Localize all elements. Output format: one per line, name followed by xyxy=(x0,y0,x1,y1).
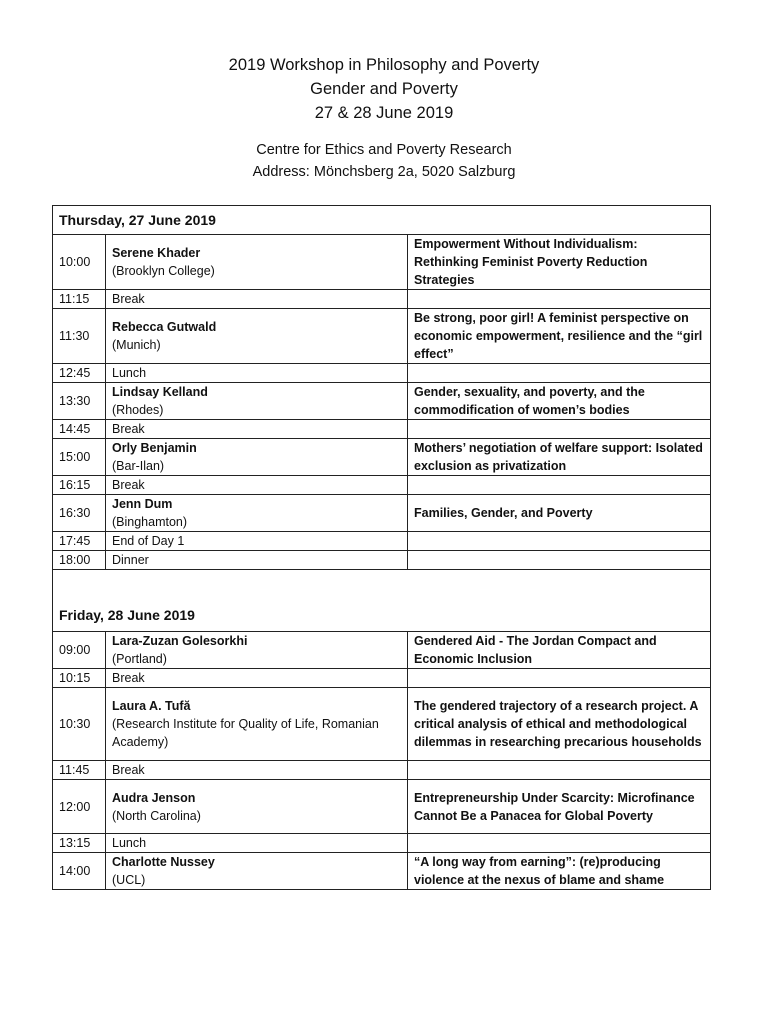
time-cell: 16:15 xyxy=(53,476,106,495)
time-cell: 15:00 xyxy=(53,439,106,476)
table-row xyxy=(53,309,711,364)
speaker-cell xyxy=(106,439,408,476)
talk-title: “A long way from earning”: (re)producing violence at the nexus of blame and shame xyxy=(408,853,711,890)
time-cell: 13:30 xyxy=(53,383,106,420)
table-row xyxy=(53,632,711,669)
speaker-affiliation: (Munich) xyxy=(112,338,161,352)
time-cell: 17:45 xyxy=(53,532,106,551)
venue-block xyxy=(0,139,768,183)
time-cell: 10:15 xyxy=(53,669,106,688)
speaker-affiliation: (Binghamton) xyxy=(112,515,188,529)
day-header-friday xyxy=(53,570,711,632)
time-cell: 14:00 xyxy=(53,853,106,890)
time-cell: 11:30 xyxy=(53,309,106,364)
venue-name: Centre for Ethics and Poverty Research xyxy=(256,142,512,158)
speaker-cell xyxy=(106,309,408,364)
empty-cell xyxy=(408,290,711,309)
workshop-dates: 27 & 28 June 2019 xyxy=(314,104,454,122)
empty-cell xyxy=(408,532,711,551)
table-row xyxy=(53,551,711,570)
event-cell: Break xyxy=(106,290,408,309)
time-cell: 09:00 xyxy=(53,632,106,669)
table-row xyxy=(53,420,711,439)
speaker-affiliation: (Portland) xyxy=(112,652,167,666)
event-cell: Dinner xyxy=(106,551,408,570)
talk-title: Be strong, poor girl! A feminist perspective on economic empowerment, resilience and the “girl effect” xyxy=(408,309,711,364)
event-cell: End of Day 1 xyxy=(106,532,408,551)
day-header-thursday xyxy=(53,206,711,235)
table-row xyxy=(53,235,711,290)
speaker-affiliation: (Brooklyn College) xyxy=(112,264,215,278)
talk-title: The gendered trajectory of a research project. A critical analysis of ethical and methodological dilemmas in researching precarious households xyxy=(408,688,711,761)
event-cell: Lunch xyxy=(106,834,408,853)
event-cell: Break xyxy=(106,761,408,780)
table-row xyxy=(53,853,711,890)
table-row xyxy=(53,532,711,551)
time-cell: 10:00 xyxy=(53,235,106,290)
empty-cell xyxy=(408,551,711,570)
empty-cell xyxy=(408,476,711,495)
table-row xyxy=(53,688,711,761)
talk-title: Empowerment Without Individualism: Rethinking Feminist Poverty Reduction Strategies xyxy=(408,235,711,290)
speaker-cell xyxy=(106,688,408,761)
table-row xyxy=(53,476,711,495)
speaker-name: Lindsay Kelland xyxy=(112,385,208,399)
talk-title: Entrepreneurship Under Scarcity: Microfinance Cannot Be a Panacea for Global Poverty xyxy=(408,780,711,834)
schedule-table xyxy=(52,205,711,890)
time-cell: 11:45 xyxy=(53,761,106,780)
time-cell: 10:30 xyxy=(53,688,106,761)
speaker-cell xyxy=(106,780,408,834)
table-row xyxy=(53,290,711,309)
speaker-affiliation: (Research Institute for Quality of Life, Romanian Academy) xyxy=(112,717,379,749)
speaker-affiliation: (Bar-Ilan) xyxy=(112,459,165,473)
time-cell: 18:00 xyxy=(53,551,106,570)
day-label: Friday, 28 June 2019 xyxy=(53,570,711,632)
time-cell: 11:15 xyxy=(53,290,106,309)
time-cell: 12:00 xyxy=(53,780,106,834)
time-cell: 13:15 xyxy=(53,834,106,853)
workshop-title: 2019 Workshop in Philosophy and Poverty xyxy=(228,56,540,74)
empty-cell xyxy=(408,420,711,439)
document-header xyxy=(0,53,768,125)
empty-cell xyxy=(408,669,711,688)
speaker-cell xyxy=(106,853,408,890)
table-row xyxy=(53,364,711,383)
speaker-cell xyxy=(106,383,408,420)
venue-address: Address: Mönchsberg 2a, 5020 Salzburg xyxy=(252,164,516,180)
talk-title: Gender, sexuality, and poverty, and the commodification of women’s bodies xyxy=(408,383,711,420)
talk-title: Families, Gender, and Poverty xyxy=(408,495,711,532)
empty-cell xyxy=(408,761,711,780)
event-cell: Lunch xyxy=(106,364,408,383)
table-row xyxy=(53,780,711,834)
time-cell: 12:45 xyxy=(53,364,106,383)
empty-cell xyxy=(408,834,711,853)
workshop-theme: Gender and Poverty xyxy=(310,80,458,98)
table-row xyxy=(53,439,711,476)
speaker-affiliation: (Rhodes) xyxy=(112,403,164,417)
speaker-name: Orly Benjamin xyxy=(112,441,197,455)
talk-title: Gendered Aid - The Jordan Compact and Economic Inclusion xyxy=(408,632,711,669)
speaker-name: Jenn Dum xyxy=(112,497,173,511)
table-row xyxy=(53,383,711,420)
speaker-cell xyxy=(106,235,408,290)
speaker-affiliation: (North Carolina) xyxy=(112,808,201,823)
table-row xyxy=(53,669,711,688)
speaker-name: Rebecca Gutwald xyxy=(112,320,217,334)
time-cell: 16:30 xyxy=(53,495,106,532)
event-cell: Break xyxy=(106,669,408,688)
table-row xyxy=(53,495,711,532)
event-cell: Break xyxy=(106,420,408,439)
table-row xyxy=(53,834,711,853)
speaker-affiliation: (UCL) xyxy=(112,873,146,887)
speaker-cell xyxy=(106,632,408,669)
speaker-name: Laura A. Tufă xyxy=(112,699,191,713)
event-cell: Break xyxy=(106,476,408,495)
speaker-name: Serene Khader xyxy=(112,246,201,260)
speaker-name: Audra Jenson xyxy=(112,790,196,805)
empty-cell xyxy=(408,364,711,383)
time-cell: 14:45 xyxy=(53,420,106,439)
speaker-name: Lara-Zuzan Golesorkhi xyxy=(112,634,248,648)
talk-title: Mothers’ negotiation of welfare support: Isolated exclusion as privatization xyxy=(408,439,711,476)
day-label: Thursday, 27 June 2019 xyxy=(53,206,711,235)
table-row xyxy=(53,761,711,780)
speaker-name: Charlotte Nussey xyxy=(112,855,215,869)
speaker-cell xyxy=(106,495,408,532)
